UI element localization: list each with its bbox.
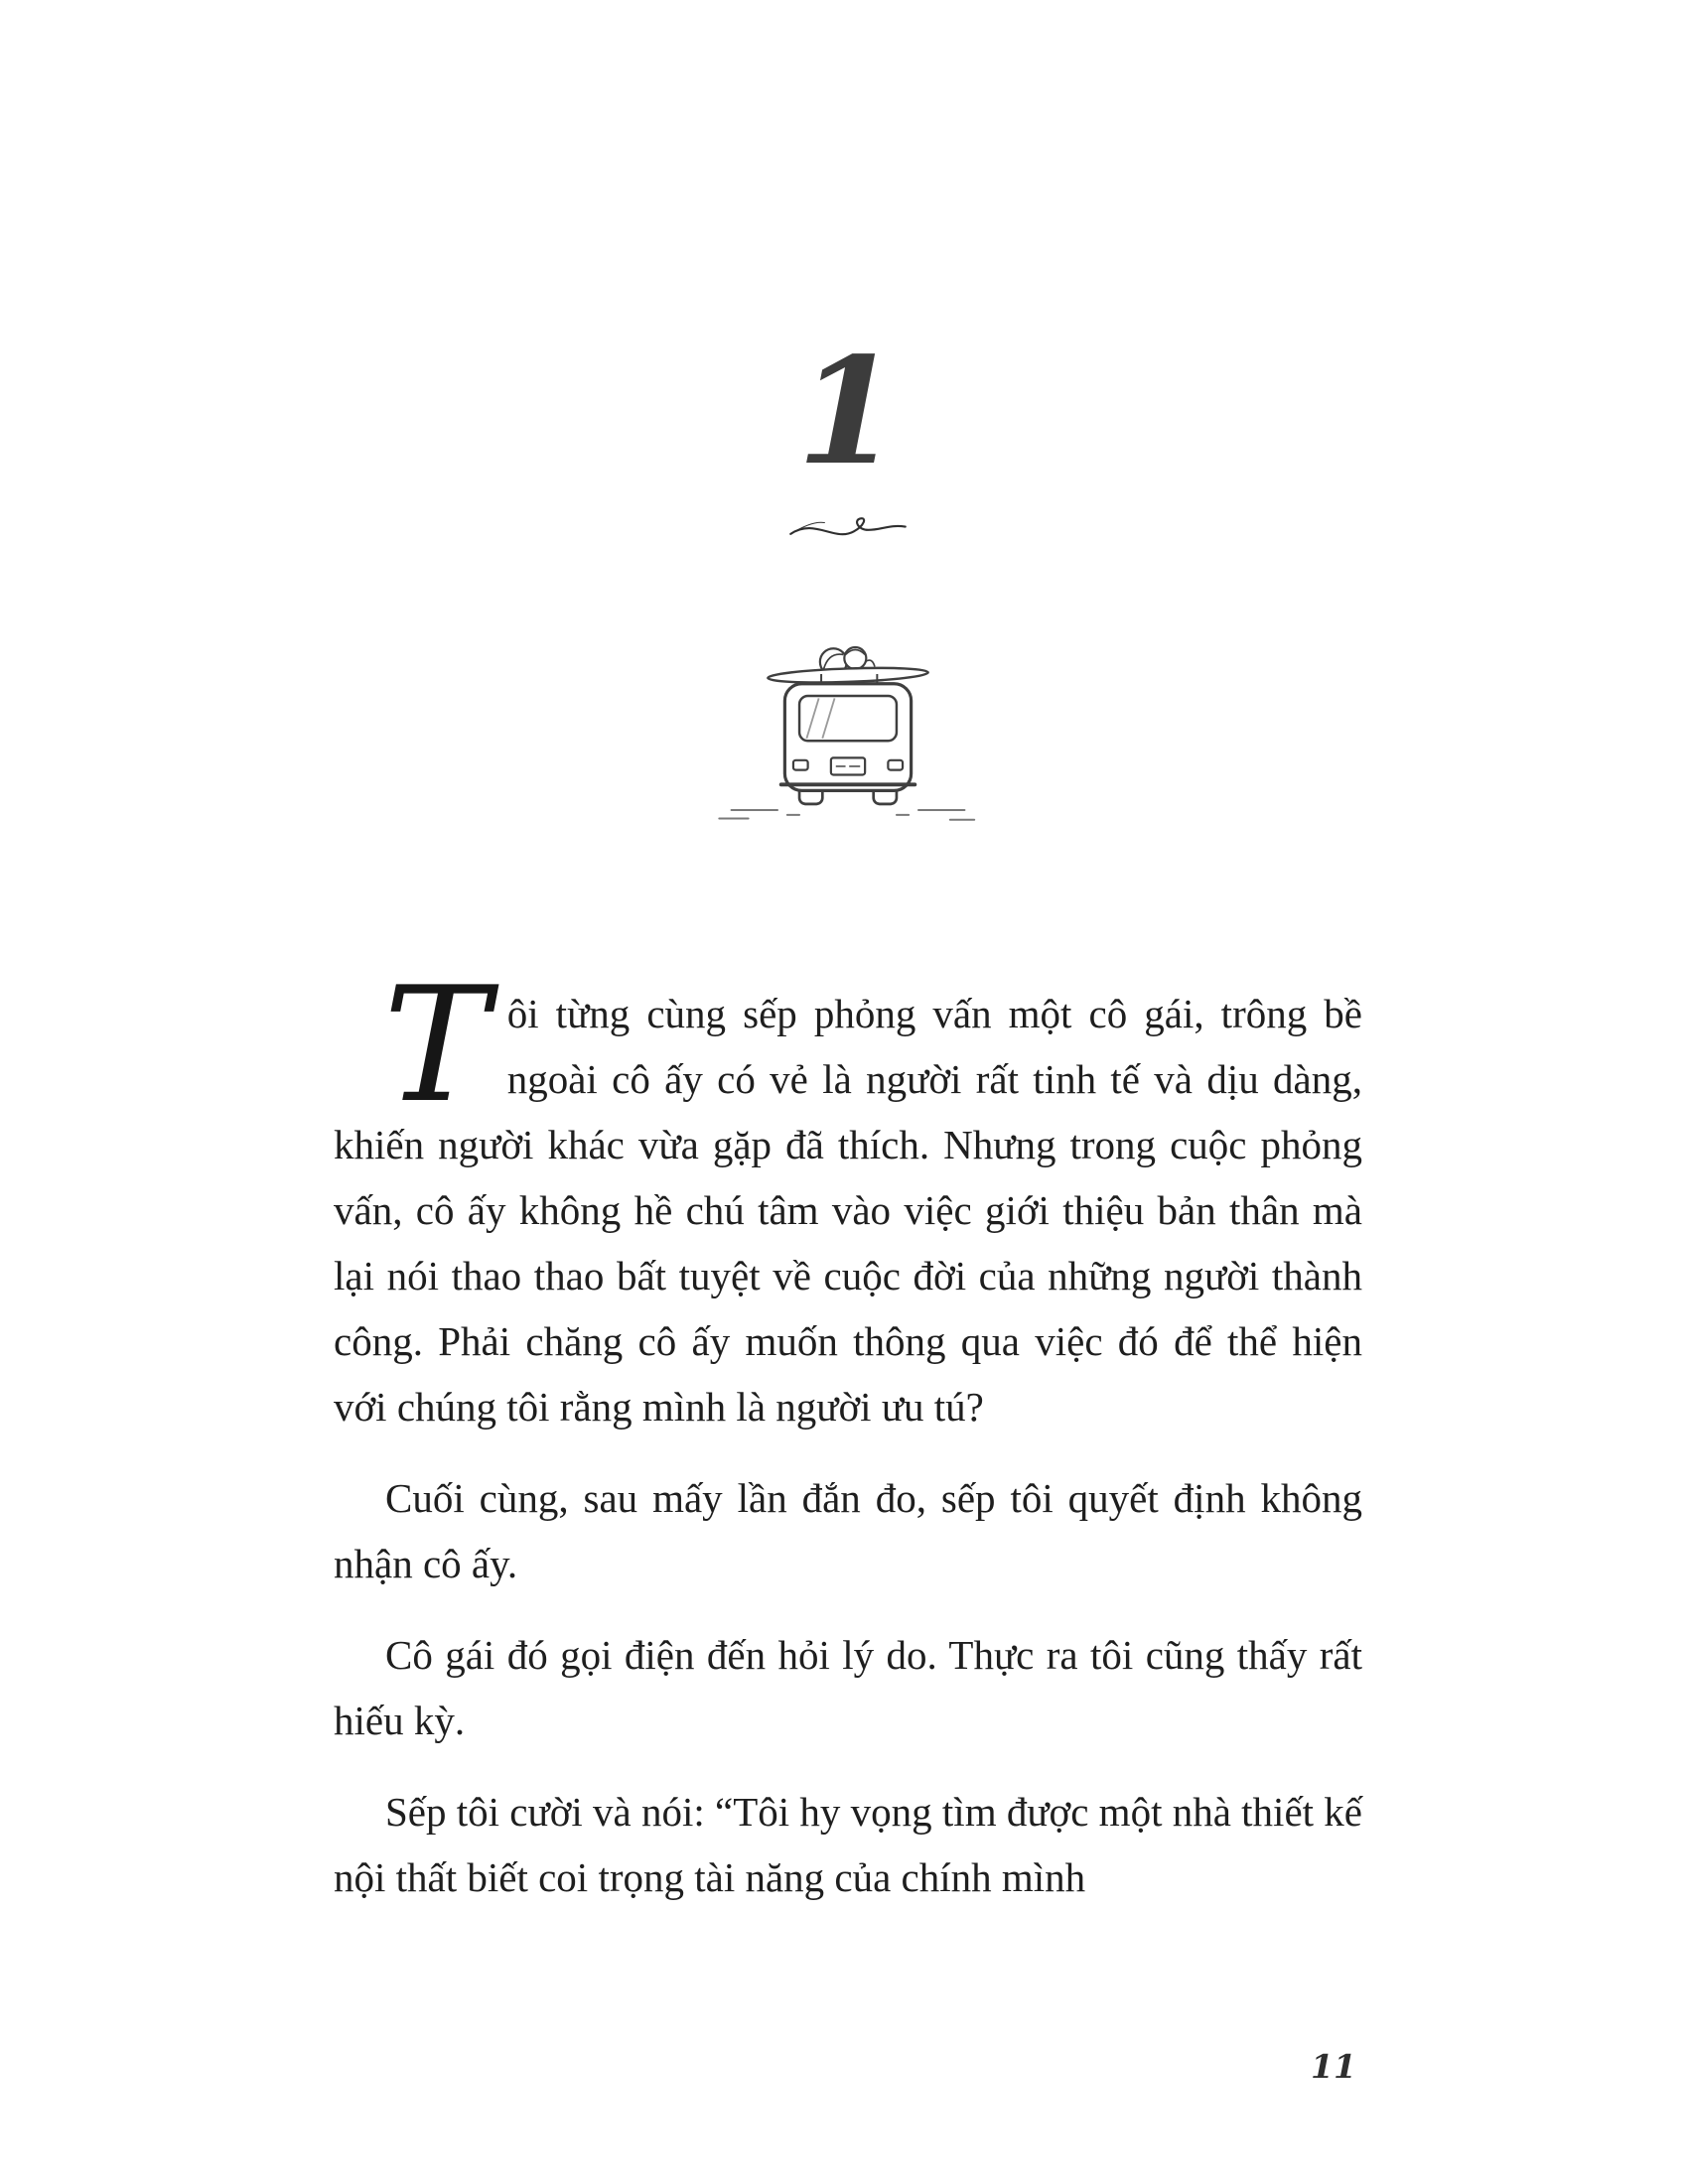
figure-illustration	[334, 625, 1362, 837]
drop-cap: T	[383, 952, 490, 1138]
camper-van-illustration	[714, 625, 982, 832]
paragraph: Cô gái đó gọi điện đến hỏi lý do. Thực ra tôi cũng thấy rất hiếu kỳ.	[334, 1632, 1362, 1743]
paragraph-text: ôi từng cùng sếp phỏng vấn một cô gái, trông bề ngoài cô ấy có vẻ là người rất tinh tế và dịu dàng, khiến người khác vừa gặp đã thích. Nhưng trong cuộc phỏng vấn, cô ấy không hề chú tâm vào việc giới thiệu bản thân mà lại nói thao thao bất tuyệt về cuộc đời của những người thành công. Phải chăng cô ấy muốn thông qua việc đó để thể hiện với chúng tôi rằng mình là người ưu tú?	[334, 991, 1362, 1430]
flourish-divider-icon	[787, 512, 909, 546]
chapter-number: 1	[796, 325, 900, 497]
paragraph	[334, 952, 1362, 1439]
flourish-divider	[334, 512, 1362, 551]
paragraph: Cuối cùng, sau mấy lần đắn đo, sếp tôi quyết định không nhận cô ấy.	[334, 1475, 1362, 1586]
page-number: 11	[1311, 2047, 1356, 2086]
body-text	[334, 952, 1362, 1910]
paragraph: Sếp tôi cười và nói: “Tôi hy vọng tìm được một nhà thiết kế nội thất biết coi trọng tài năng của chính mình	[334, 1789, 1362, 1900]
